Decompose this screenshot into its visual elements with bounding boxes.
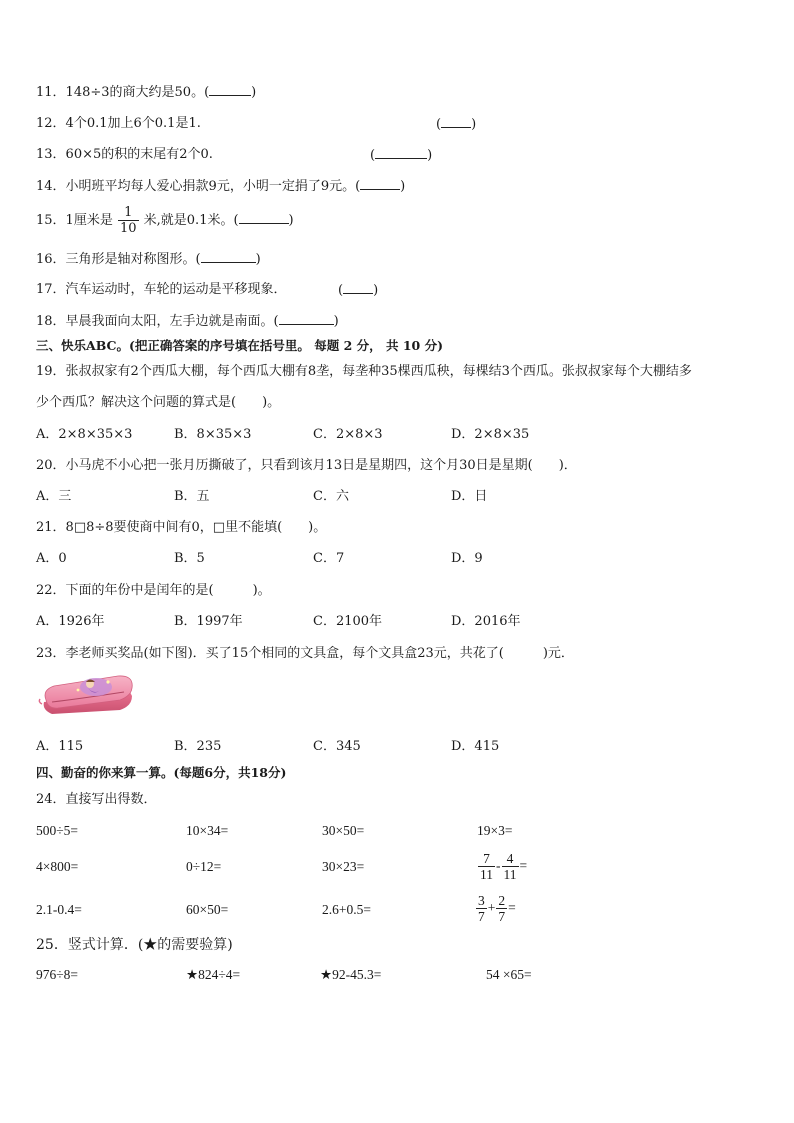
question-22: 22．下面的年份中是闰年的是( )。 bbox=[36, 583, 271, 598]
fraction: $\frac{1}{10}$ bbox=[119, 205, 137, 236]
calc-item: 10×34= bbox=[186, 823, 229, 838]
question-19-line1: 19．张叔叔家有2个西瓜大棚，每个西瓜大棚有8垄，每垄种35棵西瓜秧，每棵结3个西瓜。张叔叔家每个大棚结多 bbox=[36, 364, 692, 379]
question-20: 20．小马虎不小心把一张月历撕破了，只看到该月13日是星期四，这个月30日是星期( )． bbox=[36, 458, 577, 473]
fraction: $\frac{7}{11}$ bbox=[480, 851, 493, 883]
section-4-heading: 四、勤奋的你来算一算。(每题6分，共18分) bbox=[36, 765, 287, 780]
calc-item: 30×23= bbox=[322, 859, 365, 874]
calc-item: 4×800= bbox=[36, 859, 79, 874]
fraction-expression: $\frac{3}{7}$ + $\frac{2}{7}$ = bbox=[478, 893, 516, 925]
question-24-title: 24．直接写出得数． bbox=[36, 792, 157, 807]
answer-blank[interactable] bbox=[343, 281, 373, 294]
question-19-line2: 少个西瓜？解决这个问题的算式是( )。 bbox=[36, 395, 281, 410]
fraction: $\frac{3}{7}$ bbox=[478, 893, 485, 925]
calc-item: ★92-45.3= bbox=[320, 967, 382, 982]
calc-item: 500÷5= bbox=[36, 823, 79, 838]
fraction: $\frac{2}{7}$ bbox=[498, 893, 506, 925]
calc-item: 54 ×65= bbox=[486, 967, 532, 982]
option-d[interactable]: D．9 bbox=[451, 551, 483, 566]
question-14: 14．小明班平均每人爱心捐款9元，小明一定捐了9元。( ) bbox=[36, 179, 406, 194]
question-21: 21．8□8÷8要使商中间有0，□里不能填( )。 bbox=[36, 520, 327, 535]
question-13: 13．60×5的积的末尾有2个0. ( ) bbox=[36, 147, 433, 163]
calc-item: ★824÷4= bbox=[186, 967, 241, 982]
answer-blank[interactable] bbox=[239, 211, 289, 224]
answer-blank[interactable] bbox=[279, 312, 334, 325]
option-c[interactable]: C．六 bbox=[313, 489, 349, 504]
option-d[interactable]: D．2×8×35 bbox=[451, 427, 530, 442]
calc-item: 2.1-0.4= bbox=[36, 902, 82, 917]
fraction: $\frac{4}{11}$ bbox=[503, 851, 517, 883]
question-17: 17．汽车运动时，车轮的运动是平移现象． ( ) bbox=[36, 282, 379, 298]
question-25-title: 25．竖式计算．(★的需要验算) bbox=[36, 937, 233, 953]
pencil-case-image bbox=[38, 672, 136, 718]
question-15: 15．1厘米是 $\frac{1}{10}$ 米,就是0.1米。( ) bbox=[36, 205, 294, 236]
option-b[interactable]: B．五 bbox=[174, 489, 210, 504]
calc-item: 19×3= bbox=[477, 823, 513, 838]
answer-blank[interactable] bbox=[201, 250, 256, 263]
option-b[interactable]: B．235 bbox=[174, 739, 222, 754]
option-b[interactable]: B．1997年 bbox=[174, 614, 243, 629]
option-d[interactable]: D．2016年 bbox=[451, 614, 521, 629]
option-a[interactable]: A．0 bbox=[36, 551, 67, 566]
option-c[interactable]: C．2×8×3 bbox=[313, 427, 383, 442]
calc-item: 976÷8= bbox=[36, 967, 79, 982]
question-23: 23．李老师买奖品(如下图)．买了15个相同的文具盒，每个文具盒23元，共花了( )元． bbox=[36, 646, 574, 661]
question-18: 18．早晨我面向太阳，左手边就是南面。( ) bbox=[36, 314, 339, 329]
option-d[interactable]: D．415 bbox=[451, 739, 500, 754]
option-a[interactable]: A．2×8×35×3 bbox=[36, 427, 133, 442]
answer-blank[interactable] bbox=[375, 146, 427, 159]
calc-item: 2.6+0.5= bbox=[322, 902, 371, 917]
option-a[interactable]: A．115 bbox=[36, 739, 84, 754]
fraction-expression: $\frac{7}{11}$ - $\frac{4}{11}$ = bbox=[480, 851, 528, 883]
answer-blank[interactable] bbox=[441, 115, 471, 128]
option-b[interactable]: B．8×35×3 bbox=[174, 427, 252, 442]
option-d[interactable]: D．日 bbox=[451, 489, 488, 504]
option-a[interactable]: A．1926年 bbox=[36, 614, 105, 629]
calc-item: 0÷12= bbox=[186, 859, 222, 874]
option-b[interactable]: B．5 bbox=[174, 551, 205, 566]
calc-item: 30×50= bbox=[322, 823, 365, 838]
option-c[interactable]: C．2100年 bbox=[313, 614, 383, 629]
option-a[interactable]: A．三 bbox=[36, 489, 72, 504]
section-3-heading: 三、快乐ABC。(把正确答案的序号填在括号里。 每题 2 分， 共 10 分) bbox=[36, 338, 443, 353]
question-11: 11．148÷3的商大约是50。( ) bbox=[36, 85, 257, 100]
option-c[interactable]: C．345 bbox=[313, 739, 361, 754]
option-c[interactable]: C．7 bbox=[313, 551, 345, 566]
answer-blank[interactable] bbox=[209, 83, 251, 96]
question-16: 16．三角形是轴对称图形。( ) bbox=[36, 252, 261, 267]
question-12: 12．4个0.1加上6个0.1是1. ( ) bbox=[36, 116, 477, 132]
calc-item: 60×50= bbox=[186, 902, 229, 917]
answer-blank[interactable] bbox=[360, 177, 400, 190]
